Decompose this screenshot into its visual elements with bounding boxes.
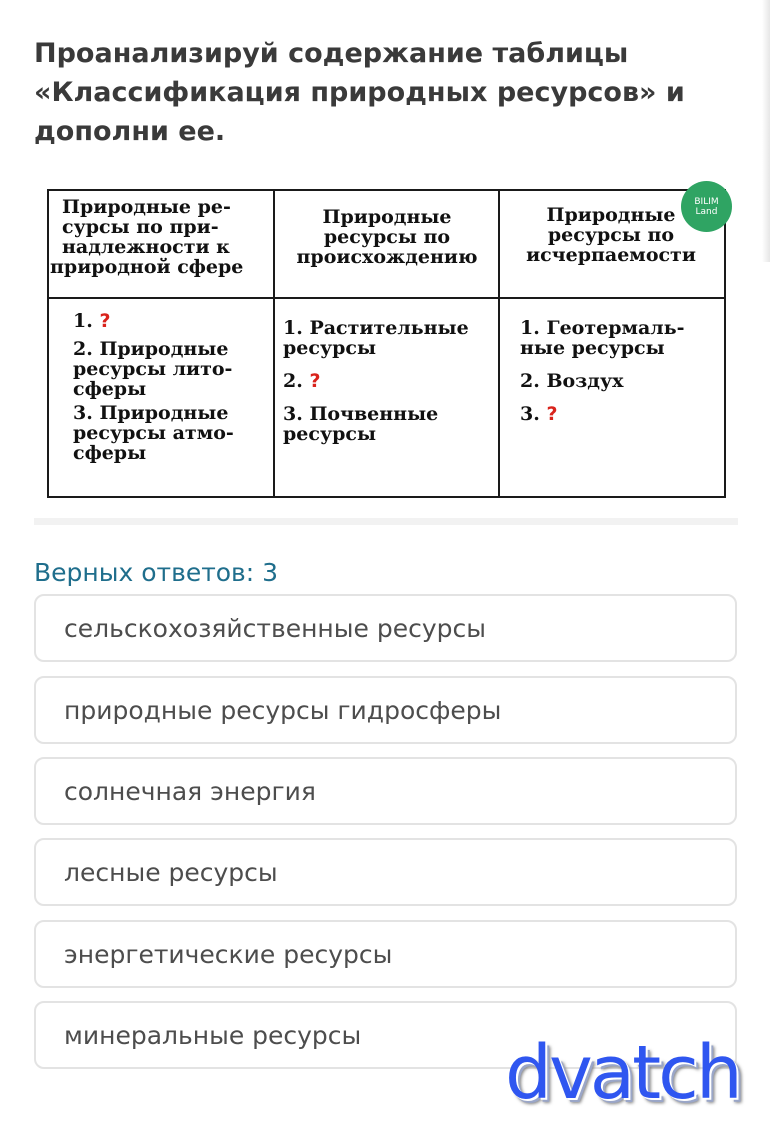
correct-answers-count: Верных ответов: 3 (34, 558, 279, 587)
table-item: 3. Природные ресурсы атмо- сферы (73, 402, 234, 464)
table-col2-items (283, 318, 497, 444)
answer-option[interactable]: лесные ресурсы (34, 838, 737, 906)
table-col3-items (520, 318, 724, 424)
missing-item-mark: ? (309, 370, 321, 392)
table-item: 1. ? (73, 310, 111, 332)
classification-table-image (47, 189, 726, 498)
missing-item-mark: ? (99, 310, 111, 332)
section-divider (34, 518, 738, 525)
answer-option[interactable]: сельскохозяйственные ресурсы (34, 594, 737, 662)
answer-option[interactable]: энергетические ресурсы (34, 920, 737, 988)
bilimland-logo: BILIM Land (681, 181, 732, 232)
table-header-divider (49, 297, 724, 299)
table-item: 2. ? (283, 370, 321, 392)
question-line: Проанализируй содержание таблицы (34, 38, 629, 69)
answer-option[interactable]: солнечная энергия (34, 757, 737, 825)
question-line: «Классификация природных ресурсов» и (34, 77, 685, 108)
answer-option[interactable]: минеральные ресурсы (34, 1001, 737, 1069)
table-col1-items (73, 311, 273, 463)
table-item: 1. Геотермаль- ные ресурсы (520, 317, 685, 359)
table-item: 2. Природные ресурсы лито- сферы (73, 338, 233, 400)
question-line: дополни ее. (34, 116, 226, 147)
scroll-edge-shadow (762, 0, 770, 262)
table-item: 3. Почвенные ресурсы (283, 403, 439, 445)
table-header-col3: Природные ресурсы по исчерпаемости (526, 204, 696, 266)
watermark: dvatch (505, 1030, 740, 1116)
question-text (34, 34, 724, 151)
table-item: 2. Воздух (520, 370, 624, 392)
table-header-col1: Природные ре- сурсы по при- надлежности к природной сфере (50, 196, 244, 278)
table-header-col2: Природные ресурсы по происхождению (296, 206, 478, 268)
table-item: 3. ? (520, 403, 558, 425)
table-item: 1. Растительные ресурсы (283, 317, 469, 359)
table-column-divider (498, 191, 500, 496)
table-column-divider (273, 191, 275, 496)
missing-item-mark: ? (546, 403, 558, 425)
answer-option[interactable]: природные ресурсы гидросферы (34, 676, 737, 744)
